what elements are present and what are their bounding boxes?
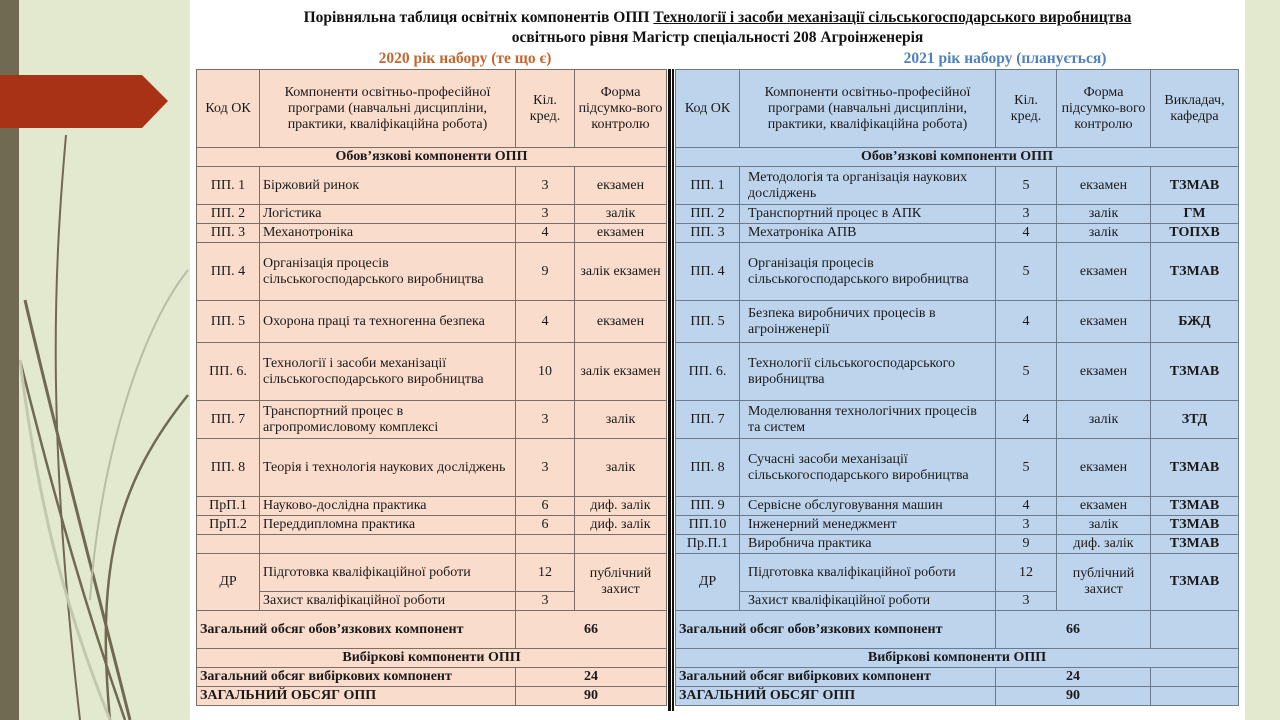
section-elective: Вибіркові компоненти ОПП xyxy=(676,649,1239,668)
total-elective-label: Загальний обсяг вибіркових компонент xyxy=(197,668,516,687)
cell-name: Безпека виробничих процесів в агроінженерії xyxy=(740,301,996,343)
cell-code: ПрП.1 xyxy=(197,497,260,516)
table-row xyxy=(197,301,667,343)
cell-credits: 3 xyxy=(996,205,1057,224)
cell-name: Моделювання технологічних процесів та систем xyxy=(740,401,996,439)
cell-name: Мехатроніка АПВ xyxy=(740,224,996,243)
cell-control: залік xyxy=(1057,224,1151,243)
cell-code: ПП. 5 xyxy=(676,301,740,343)
cell-dept: ТЗМАВ xyxy=(1151,243,1239,301)
table-divider xyxy=(668,69,674,711)
table-row xyxy=(197,243,667,301)
cell-control: екзамен xyxy=(1057,167,1151,205)
header-control: Форма підсумко-вого контролю xyxy=(575,70,667,148)
cell-name: Транспортний процес в агропромисловому комплексі xyxy=(260,401,516,439)
empty-cell xyxy=(1151,687,1239,706)
section-elective: Вибіркові компоненти ОПП xyxy=(197,649,667,668)
cell-name: Методологія та організація наукових досліджень xyxy=(740,167,996,205)
cell-code: ПП. 4 xyxy=(676,243,740,301)
total-elective-value: 24 xyxy=(996,668,1151,687)
cell-control: залік xyxy=(575,401,667,439)
cell-name: Організація процесів сільськогосподарського виробництва xyxy=(740,243,996,301)
dr-defense-credits: 3 xyxy=(996,592,1057,611)
slide-decor-right xyxy=(1245,0,1280,720)
cell-credits: 3 xyxy=(516,167,575,205)
table-header-row xyxy=(676,70,1239,148)
cell-name: Теорія і технологія наукових досліджень xyxy=(260,439,516,497)
cell-dept: ТЗМАВ xyxy=(1151,167,1239,205)
grand-total-row xyxy=(197,687,667,706)
empty-cell xyxy=(1151,668,1239,687)
cell-code: ПП. 4 xyxy=(197,243,260,301)
header-code: Код ОК xyxy=(676,70,740,148)
cell-control: залік xyxy=(1057,516,1151,535)
empty-cell xyxy=(197,535,260,554)
table-row xyxy=(676,167,1239,205)
cell-name: Логістика xyxy=(260,205,516,224)
cell-control: екзамен xyxy=(1057,439,1151,497)
table-row xyxy=(676,243,1239,301)
total-mandatory-row xyxy=(197,611,667,649)
table-row xyxy=(676,205,1239,224)
table-header-row xyxy=(197,70,667,148)
table-row xyxy=(676,439,1239,497)
cell-credits: 4 xyxy=(996,224,1057,243)
cell-name: Сучасні засоби механізації сільськогосподарського виробництва xyxy=(740,439,996,497)
total-elective-row xyxy=(676,668,1239,687)
dr-row xyxy=(676,554,1239,592)
section-row xyxy=(197,148,667,167)
cell-control: залік xyxy=(1057,205,1151,224)
dr-code: ДР xyxy=(197,554,260,611)
cell-credits: 4 xyxy=(996,301,1057,343)
title-program: Технології і засоби механізації сільськогосподарського виробництва xyxy=(653,9,1132,26)
cell-control: екзамен xyxy=(1057,243,1151,301)
cell-credits: 4 xyxy=(516,301,575,343)
dr-control: публічний захист xyxy=(1057,554,1151,611)
cell-dept: ТЗМАВ xyxy=(1151,497,1239,516)
title-line2: освітнього рівня Магістр спеціальності 208 Агроінженерія xyxy=(511,29,924,46)
dr-prep-credits: 12 xyxy=(516,554,575,592)
total-elective-value: 24 xyxy=(516,668,667,687)
dr-control: публічний захист xyxy=(575,554,667,611)
dr-dept: ТЗМАВ xyxy=(1151,554,1239,611)
cell-code: ПП.10 xyxy=(676,516,740,535)
dr-row xyxy=(197,554,667,592)
empty-cell xyxy=(575,535,667,554)
cell-dept: ТЗМАВ xyxy=(1151,516,1239,535)
dr-prep-credits: 12 xyxy=(996,554,1057,592)
cell-control: залік xyxy=(575,439,667,497)
table-row xyxy=(197,439,667,497)
cell-dept: ГМ xyxy=(1151,205,1239,224)
cell-name: Організація процесів сільськогосподарського виробництва xyxy=(260,243,516,301)
cell-credits: 10 xyxy=(516,343,575,401)
cell-credits: 5 xyxy=(996,439,1057,497)
cell-control: екзамен xyxy=(1057,343,1151,401)
title-prefix: Порівняльна таблиця освітніх компонентів ОПП xyxy=(303,9,654,26)
cell-control: залік екзамен xyxy=(575,243,667,301)
cell-dept: ТЗМАВ xyxy=(1151,343,1239,401)
cell-code: ПП. 5 xyxy=(197,301,260,343)
cell-control: екзамен xyxy=(575,301,667,343)
cell-name: Переддипломна практика xyxy=(260,516,516,535)
cell-credits: 4 xyxy=(516,224,575,243)
cell-control: екзамен xyxy=(1057,497,1151,516)
header-component: Компоненти освітньо-професійної програми (навчальні дисципліни, практики, кваліфікаційна робота) xyxy=(740,70,996,148)
section-row xyxy=(197,649,667,668)
cell-credits: 3 xyxy=(516,401,575,439)
empty-cell xyxy=(1151,611,1239,649)
cell-code: ПП. 9 xyxy=(676,497,740,516)
total-mandatory-row xyxy=(676,611,1239,649)
cell-name: Транспортний процес в АПК xyxy=(740,205,996,224)
table-row xyxy=(197,343,667,401)
cell-credits: 6 xyxy=(516,497,575,516)
cell-credits: 4 xyxy=(996,497,1057,516)
cell-dept: БЖД xyxy=(1151,301,1239,343)
table-row xyxy=(197,205,667,224)
grand-total-row xyxy=(676,687,1239,706)
cell-control: екзамен xyxy=(575,224,667,243)
cell-code: ПП. 3 xyxy=(197,224,260,243)
cell-credits: 3 xyxy=(516,205,575,224)
cell-credits: 9 xyxy=(996,535,1057,554)
table-row xyxy=(197,401,667,439)
cell-code: ПП. 6. xyxy=(676,343,740,401)
dr-defense: Захист кваліфікаційної роботи xyxy=(260,592,516,611)
cell-code: ПрП.2 xyxy=(197,516,260,535)
grand-total-value: 90 xyxy=(516,687,667,706)
cell-credits: 3 xyxy=(996,516,1057,535)
cell-code: ПП. 2 xyxy=(197,205,260,224)
cell-code: ПП. 7 xyxy=(197,401,260,439)
cell-code: ПП. 1 xyxy=(676,167,740,205)
table-row xyxy=(197,224,667,243)
empty-cell xyxy=(260,535,516,554)
header-teacher: Викладач, кафедра xyxy=(1151,70,1239,148)
dr-defense: Захист кваліфікаційної роботи xyxy=(740,592,996,611)
cell-control: залік xyxy=(1057,401,1151,439)
total-mandatory-value: 66 xyxy=(996,611,1151,649)
cell-code: ПП. 2 xyxy=(676,205,740,224)
table-row xyxy=(197,497,667,516)
cell-control: залік xyxy=(575,205,667,224)
header-credits: Кіл. кред. xyxy=(516,70,575,148)
left-year-label: 2020 рік набору (те що є) xyxy=(378,50,552,67)
dr-defense-credits: 3 xyxy=(516,592,575,611)
cell-name: Виробнича практика xyxy=(740,535,996,554)
section-row xyxy=(676,649,1239,668)
cell-control: диф. залік xyxy=(1057,535,1151,554)
section-mandatory: Обов’язкові компоненти ОПП xyxy=(197,148,667,167)
cell-dept: ТЗМАВ xyxy=(1151,535,1239,554)
cell-name: Сервісне обслуговування машин xyxy=(740,497,996,516)
table-row xyxy=(676,535,1239,554)
cell-control: диф. залік xyxy=(575,497,667,516)
empty-cell xyxy=(516,535,575,554)
cell-control: залік екзамен xyxy=(575,343,667,401)
table-row xyxy=(676,497,1239,516)
cell-code: ПП. 1 xyxy=(197,167,260,205)
cell-name: Науково-дослідна практика xyxy=(260,497,516,516)
cell-credits: 6 xyxy=(516,516,575,535)
dr-code: ДР xyxy=(676,554,740,611)
table-row xyxy=(676,224,1239,243)
cell-name: Охорона праці та техногенна безпека xyxy=(260,301,516,343)
cell-dept: ТЗМАВ xyxy=(1151,439,1239,497)
total-elective-row xyxy=(197,668,667,687)
table-row xyxy=(676,401,1239,439)
cell-name: Технології і засоби механізації сільськогосподарського виробництва xyxy=(260,343,516,401)
cell-control: диф. залік xyxy=(575,516,667,535)
header-component: Компоненти освітньо-професійної програми (навчальні дисципліни, практики, кваліфікаційна робота) xyxy=(260,70,516,148)
header-control: Форма підсумко-вого контролю xyxy=(1057,70,1151,148)
section-mandatory: Обов’язкові компоненти ОПП xyxy=(676,148,1239,167)
cell-credits: 4 xyxy=(996,401,1057,439)
cell-code: Пр.П.1 xyxy=(676,535,740,554)
total-mandatory-label: Загальний обсяг обов’язкових компонент xyxy=(676,611,996,649)
header-code: Код ОК xyxy=(197,70,260,148)
section-row xyxy=(676,148,1239,167)
arrow-marker-icon xyxy=(0,75,168,128)
cell-credits: 5 xyxy=(996,343,1057,401)
table-row xyxy=(676,516,1239,535)
table-row xyxy=(197,167,667,205)
table-2020 xyxy=(196,69,667,706)
grand-total-label: ЗАГАЛЬНИЙ ОБСЯГ ОПП xyxy=(197,687,516,706)
cell-control: екзамен xyxy=(1057,301,1151,343)
cell-credits: 9 xyxy=(516,243,575,301)
cell-code: ПП. 8 xyxy=(676,439,740,497)
cell-code: ПП. 7 xyxy=(676,401,740,439)
page-title xyxy=(195,8,1240,48)
table-row xyxy=(676,343,1239,401)
grand-total-value: 90 xyxy=(996,687,1151,706)
cell-credits: 5 xyxy=(996,243,1057,301)
cell-credits: 3 xyxy=(516,439,575,497)
cell-code: ПП. 6. xyxy=(197,343,260,401)
total-mandatory-label: Загальний обсяг обов’язкових компонент xyxy=(197,611,516,649)
table-row xyxy=(197,516,667,535)
cell-credits: 5 xyxy=(996,167,1057,205)
cell-name: Інженерний менеджмент xyxy=(740,516,996,535)
cell-code: ПП. 8 xyxy=(197,439,260,497)
cell-dept: ТОПХВ xyxy=(1151,224,1239,243)
total-elective-label: Загальний обсяг вибіркових компонент xyxy=(676,668,996,687)
empty-row xyxy=(197,535,667,554)
cell-control: екзамен xyxy=(575,167,667,205)
dr-prep: Підготовка кваліфікаційної роботи xyxy=(740,554,996,592)
dr-prep: Підготовка кваліфікаційної роботи xyxy=(260,554,516,592)
cell-name: Механотроніка xyxy=(260,224,516,243)
table-2021 xyxy=(675,69,1239,706)
cell-name: Біржовий ринок xyxy=(260,167,516,205)
grand-total-label: ЗАГАЛЬНИЙ ОБСЯГ ОПП xyxy=(676,687,996,706)
total-mandatory-value: 66 xyxy=(516,611,667,649)
header-credits: Кіл. кред. xyxy=(996,70,1057,148)
cell-dept: ЗТД xyxy=(1151,401,1239,439)
right-year-label: 2021 рік набору (планується) xyxy=(903,50,1107,67)
cell-code: ПП. 3 xyxy=(676,224,740,243)
table-row xyxy=(676,301,1239,343)
cell-name: Технології сільськогосподарського виробництва xyxy=(740,343,996,401)
